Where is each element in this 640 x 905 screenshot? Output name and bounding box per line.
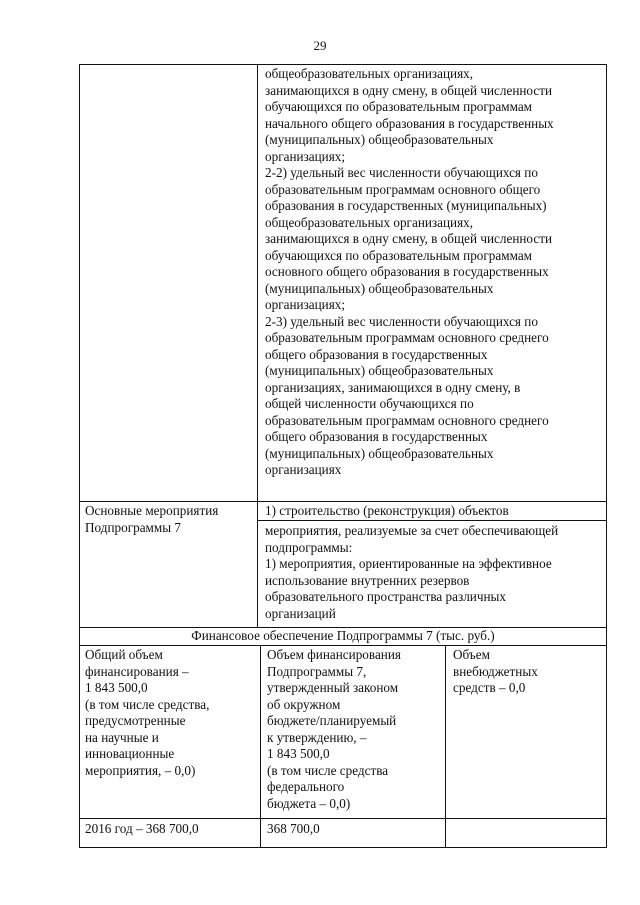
table-border-right (606, 64, 607, 848)
main-activities-item-construction: 1) строительство (реконструкция) объектов (265, 503, 509, 518)
year-2016-total: 2016 год – 368 700,0 (85, 821, 199, 836)
financing-total: Общий объем финансирования – 1 843 500,0 (в том числе средства, предусмотренные на научные и инновационные мероприятия, – 0,0) (85, 647, 210, 778)
main-activities-label: Основные мероприятия Подпрограммы 7 (85, 503, 219, 535)
row-divider-year-2016 (79, 818, 607, 819)
indicators-continuation-text: общеобразовательных организациях, занимающихся в одну смену, в общей численности обучающихся по образовательным программам начального общего образования в государственных (муниципальных) общеобразовательных организациях; 2-2) удельный вес численности обучающихся по образовательным программам основного общего образования в государственных (муниципальных) общеобразовательных организациях, занимающихся в одну смену, в общей численности обучающихся по образовательным программам основного общего образования в государственных (муниципальных) общеобразовательных организациях; 2-3) удельный вес численности обучающихся по образовательным программам основного среднего общего образования в государственных (муниципальных) общеобразовательных организациях, занимающихся в одну смену, в общей численности обучающихся по образовательным программам основного среднего общего образования в государственных (муниципальных) общеобразовательных организациях (265, 66, 554, 477)
table-border-bottom (79, 847, 607, 848)
column-divider-label (257, 64, 258, 627)
passport-table (79, 64, 607, 848)
year-2016-approved: 368 700,0 (267, 821, 320, 836)
table-border-top (79, 64, 607, 65)
row-divider-financing-columns (79, 645, 607, 646)
financing-extrabudgetary: Объем внебюджетных средств – 0,0 (453, 647, 538, 695)
page-number: 29 (313, 38, 327, 53)
table-border-left (79, 64, 80, 848)
main-activities-item-support: мероприятия, реализуемые за счет обеспечивающей подпрограммы: 1) мероприятия, ориентированные на эффективное использование внутренних резервов образовательного пространства различных организаций (265, 523, 559, 621)
financing-approved: Объем финансирования Подпрограммы 7, утвержденный законом об окружном бюджете/планируемый к утверждению, – 1 843 500,0 (в том числе средства федерального бюджета – 0,0) (267, 647, 401, 811)
financing-header: Финансовое обеспечение Подпрограммы 7 (тыс. руб.) (191, 628, 495, 643)
row-divider-activities-inner (257, 520, 607, 521)
row-divider-activities (79, 501, 607, 502)
